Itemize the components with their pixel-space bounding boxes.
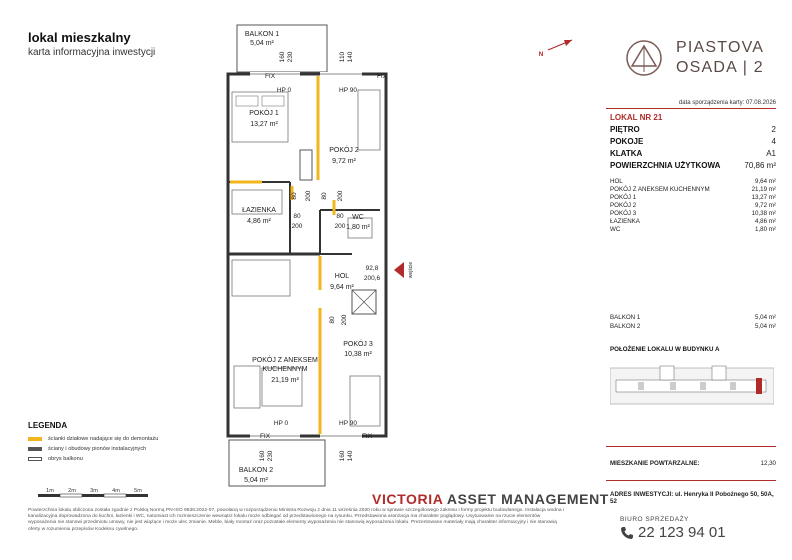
legend-swatch <box>28 447 42 451</box>
replacement-row <box>610 460 776 467</box>
summary-row <box>610 137 776 146</box>
victoria-word: VICTORIA <box>372 491 443 507</box>
lazienka-name: ŁAZIENKA <box>242 207 276 214</box>
salon-area: 21,19 m² <box>271 377 299 384</box>
balkon1-area: 5,04 m² <box>250 40 274 47</box>
summary-value: 2 <box>771 125 776 134</box>
scale-tick-label: 4m <box>112 488 120 494</box>
pokoj3-area: 10,38 m² <box>344 351 372 358</box>
room-value: 10,38 m² <box>751 210 776 217</box>
summary-label: POWIERZCHNIA UŻYTKOWA <box>610 161 721 170</box>
summary-value: A1 <box>766 149 776 158</box>
room-label: POKÓJ 2 <box>610 202 637 209</box>
dim-140-bottom: 140 <box>347 450 354 462</box>
balcony-value: 5,04 m² <box>755 314 776 321</box>
dim-140-top: 140 <box>347 51 354 63</box>
balcony-label: BALKON 1 <box>610 314 641 321</box>
legend-swatch <box>28 437 42 441</box>
dim-230-bottom: 230 <box>267 450 274 462</box>
dim-200-c: 200 <box>291 223 303 230</box>
hp90-top: HP 90 <box>339 87 357 94</box>
room-label: ŁAZIENKA <box>610 218 640 225</box>
dim-80-c: 80 <box>293 213 301 220</box>
disclaimer: Powierzchnia lokalu obliczona została zgodnie z Polską Normą PN-ISO 9836:2022-07, powołaną w rozporządzeniu Ministra Rozwoju z dnia 11 września 2020 roku w sprawie szczegółowego zakresu i formy projektu budowlanego. Instalacja wodna i kanalizacyjna doprowadzona do kuchni, łazienki i WC, natomiast ich rozmieszczenie wewnątrz lokalu może odbiegać od przedstawionego na rysunku. Przedstawiona aranżacja ma charakter poglądowy. Usytuowanie na rzucie elementów wyposażenia nie stanowi przedmiotu umowy, nie jest wiążące i może ulec zmianie. Meble, biały montaż oraz pozostałe elementy wyposażenia nie stanowią wyposażenia lokalu. Prezentowane materiały mają charakter informacyjny i nie stanowią oferty w rozumieniu przepisów Kodeksu cywilnego. <box>28 508 564 532</box>
pokoj2-name: POKÓJ 2 <box>329 147 359 154</box>
entrance-label: wejście <box>408 261 414 279</box>
legend-item <box>28 436 158 442</box>
brand-emblem-icon <box>626 38 662 78</box>
balkon1-name: BALKON 1 <box>244 31 280 38</box>
hol-name: HOL <box>334 273 350 280</box>
fix-bottom-2: FIX <box>361 433 373 440</box>
legend-item <box>28 446 146 452</box>
sales-office-label: BIURO SPRZEDAŻY <box>620 516 689 523</box>
room-row <box>610 186 776 193</box>
asset-management-word: ASSET MANAGEMENT <box>446 491 609 507</box>
card-date: data sporządzenia karty: 07.08.2026 <box>678 100 776 106</box>
summary-row <box>610 149 776 158</box>
info-panel <box>606 0 776 560</box>
hol-area: 9,64 m² <box>330 284 354 291</box>
dim-80-b: 80 <box>321 192 328 200</box>
dim-80-a: 80 <box>291 192 298 200</box>
dim-160-top: 160 <box>279 51 286 63</box>
location-title: POŁOŻENIE LOKALU W BUDYNKU A <box>610 346 720 353</box>
page-subtitle: karta informacyjna inwestycji <box>28 47 156 58</box>
room-label: WC <box>610 226 621 233</box>
salon-name-2: KUCHENNYM <box>262 366 308 373</box>
room-label: POKÓJ Z ANEKSEM KUCHENNYM <box>610 186 710 193</box>
legend-item <box>28 456 83 462</box>
room-row <box>610 202 776 209</box>
summary-value: 4 <box>771 137 776 146</box>
divider <box>606 108 776 109</box>
salon-name-1: POKÓJ Z ANEKSEM <box>252 357 318 364</box>
pokoj3-name: POKÓJ 3 <box>343 341 373 348</box>
room-row <box>610 210 776 217</box>
room-row <box>610 218 776 225</box>
dim-110-top: 110 <box>339 51 346 63</box>
balcony-label: BALKON 2 <box>610 323 641 330</box>
scale-tick-label: 2m <box>68 488 76 494</box>
dim-230-top: 230 <box>287 51 294 63</box>
room-row <box>610 226 776 233</box>
north-label: N <box>538 51 544 58</box>
wc-area: 1,80 m² <box>346 224 370 231</box>
legend-swatch <box>28 457 42 461</box>
pokoj1-area: 13,27 m² <box>250 121 278 128</box>
scale-bar <box>28 486 178 500</box>
hp90-bottom: HP 90 <box>339 420 357 427</box>
scale-tick-label: 3m <box>90 488 98 494</box>
room-value: 21,19 m² <box>751 186 776 193</box>
dim-200-b: 200 <box>337 190 344 202</box>
pokoj1-name: POKÓJ 1 <box>249 110 279 117</box>
room-value: 13,27 m² <box>751 194 776 201</box>
dim-2006: 200,6 <box>363 275 381 282</box>
fix-top-2: FIX <box>376 73 388 80</box>
brand-line1: PIASTOVA <box>676 39 765 56</box>
building-location-map <box>610 360 774 410</box>
address: ADRES INWESTYCJI: ul. Henryka II Pobożnego 50, 50A, 52 <box>610 491 774 505</box>
wc-name: WC <box>352 214 364 221</box>
room-value: 4,86 m² <box>755 218 776 225</box>
summary-label: PIĘTRO <box>610 125 640 134</box>
dim-160-bottom-2: 160 <box>339 450 346 462</box>
dim-200-e: 200 <box>341 314 348 326</box>
divider <box>606 446 776 447</box>
lokal-number: LOKAL NR 21 <box>610 113 663 122</box>
room-label: HOL <box>610 178 623 185</box>
dim-160-bottom: 160 <box>259 450 266 462</box>
room-value: 1,80 m² <box>755 226 776 233</box>
legend-label: ścianki działowe nadające się do demontażu <box>48 436 159 442</box>
divider <box>606 480 776 481</box>
room-value: 9,64 m² <box>755 178 776 185</box>
balkon2-area: 5,04 m² <box>244 477 268 484</box>
room-row <box>610 194 776 201</box>
balcony-row <box>610 314 776 321</box>
brand-line2: OSADA | 2 <box>676 59 764 76</box>
scale-tick-label: 5m <box>134 488 142 494</box>
room-row <box>610 178 776 185</box>
dim-80-d: 80 <box>336 213 344 220</box>
balkon2-name: BALKON 2 <box>238 467 274 474</box>
address-row <box>610 491 776 505</box>
dim-200-a: 200 <box>305 190 312 202</box>
hp0-bottom: HP 0 <box>273 420 289 427</box>
victoria-logo <box>372 491 609 507</box>
fix-bottom: FIX <box>259 433 271 440</box>
summary-label: POKOJE <box>610 137 644 146</box>
phone-icon <box>620 526 634 540</box>
unit-highlight <box>756 378 762 394</box>
summary-label: KLATKA <box>610 149 643 158</box>
legend-title: LEGENDA <box>28 421 68 430</box>
room-value: 9,72 m² <box>755 202 776 209</box>
entrance-arrow-icon <box>394 262 404 278</box>
dim-928: 92,8 <box>365 265 379 272</box>
summary-row <box>610 161 776 170</box>
balcony-row <box>610 323 776 330</box>
fix-top: FIX <box>264 73 276 80</box>
page-title: lokal mieszkalny <box>28 30 131 45</box>
dim-80-e: 80 <box>329 316 336 324</box>
replacement-label: MIESZKANIE POWTARZALNE: <box>610 460 700 467</box>
legend-label: ściany i obudowy pionów instalacyjnych <box>48 446 147 452</box>
phone-number[interactable]: 22 123 94 01 <box>638 524 726 541</box>
phone-row <box>620 524 726 541</box>
replacement-value: 12,30 <box>760 460 776 467</box>
room-label: POKÓJ 3 <box>610 210 637 217</box>
scale-tick-label: 1m <box>46 488 54 494</box>
summary-row <box>610 125 776 134</box>
summary-value: 70,86 m² <box>744 161 776 170</box>
room-label: POKÓJ 1 <box>610 194 637 201</box>
legend-label: obrys balkonu <box>48 456 83 462</box>
brand-logo <box>626 38 776 86</box>
hp0-top: HP 0 <box>276 87 292 94</box>
dim-200-d: 200 <box>334 223 346 230</box>
lazienka-area: 4,86 m² <box>247 218 271 225</box>
pokoj2-area: 9,72 m² <box>332 158 356 165</box>
balcony-value: 5,04 m² <box>755 323 776 330</box>
north-arrow-icon <box>548 40 572 50</box>
